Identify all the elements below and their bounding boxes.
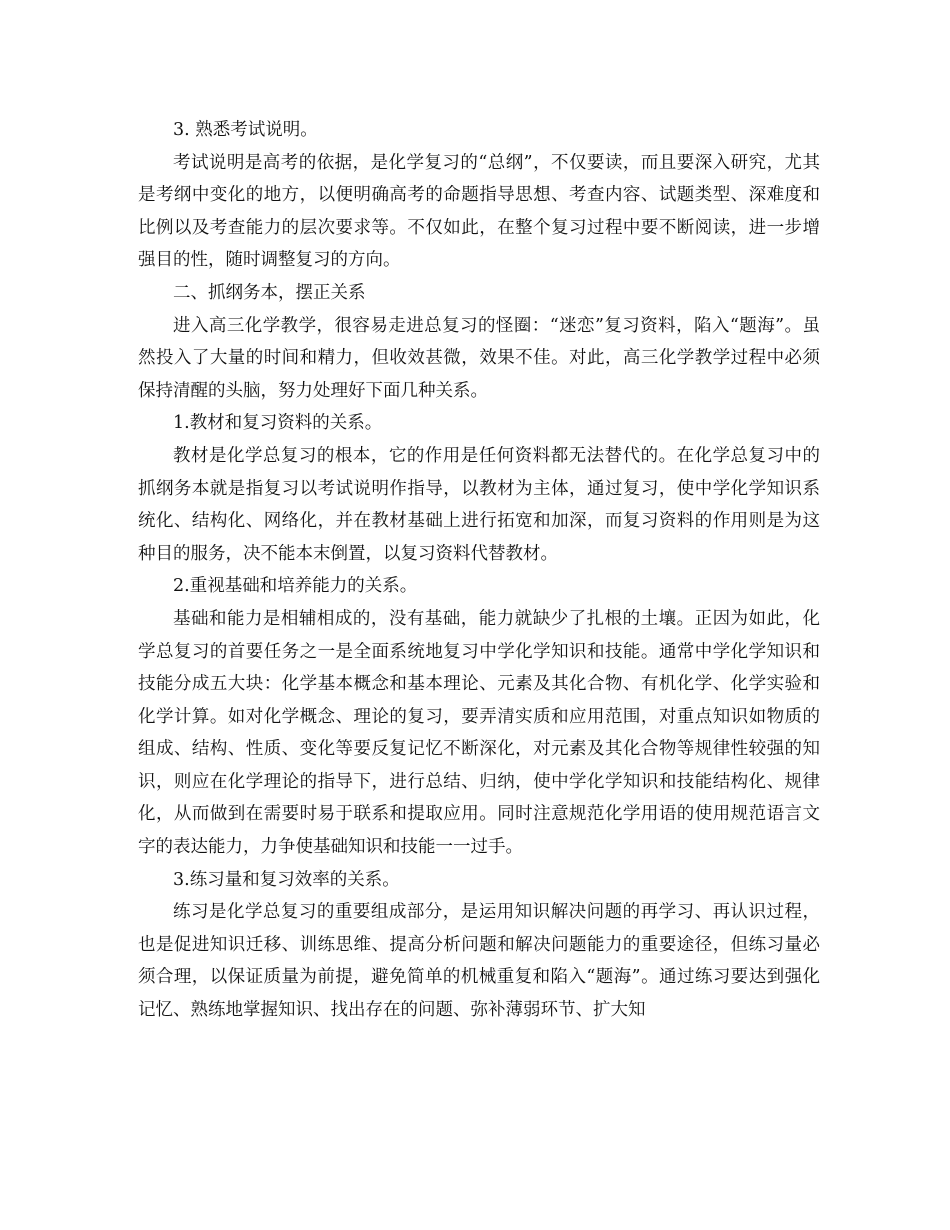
section-heading: 2.重视基础和培养能力的关系。 — [173, 576, 418, 597]
body-paragraph: 基础和能力是相辅相成的，没有基础，能力就缺少了扎根的土壤。正因为如此，化学总复习的首要任务之一是全面系统地复习中学化学知识和技能。通常中学化学知识和技能分成五大块：化学基本概念和基本理论、元素及其化合物、有机化学、化学实验和化学计算。如对化学概念、理论的复习，要弄清实质和应用范围，对重点知识如物质的组成、结构、性质、变化等要反复记忆不断深化，对元素及其化合物等规律性较强的知识，则应在化学理论的指导下，进行总结、归纳，使中学化学知识和技能结构化、规律化，从而做到在需要时易于联系和提取应用。同时注意规范化学用语的使用规范语言文字的表达能力，力争使基础知识和技能一一过手。 — [138, 608, 820, 858]
body-paragraph: 考试说明是高考的依据，是化学复习的“总纲”，不仅要读，而且要深入研究，尤其是考纲中变化的地方，以便明确高考的命题指导思想、考查内容、试题类型、深难度和比例以及考查能力的层次要求等。不仅如此，在整个复习过程中要不断阅读，进一步增强目的性，随时调整复习的方向。 — [138, 152, 820, 271]
body-paragraph: 练习是化学总复习的重要组成部分，是运用知识解决问题的再学习、再认识过程，也是促进知识迁移、训练思维、提高分析问题和解决问题能力的重要途径，但练习量必须合理，以保证质量为前提，避免简单的机械重复和陷入“题海”。通过练习要达到强化记忆、熟练地掌握知识、找出存在的问题、弥补薄弱环节、扩大知 — [138, 902, 820, 1021]
body-paragraph: 教材是化学总复习的根本，它的作用是任何资料都无法替代的。在化学总复习中的抓纲务本就是指复习以考试说明作指导，以教材为主体，通过复习，使中学化学知识系统化、结构化、网络化，并在教材基础上进行拓宽和加深，而复习资料的作用则是为这种目的服务，决不能本末倒置，以复习资料代替教材。 — [138, 445, 820, 564]
document-page — [138, 114, 820, 1027]
section-heading: 二、抓纲务本，摆正关系 — [173, 282, 366, 303]
section-heading: 3. 熟悉考试说明。 — [173, 120, 318, 140]
body-paragraph: 进入高三化学教学，很容易走进总复习的怪圈：“迷恋”复习资料，陷入“题海”。虽然投入了大量的时间和精力，但收效甚微，效果不佳。对此，高三化学教学过程中必须保持清醒的头脑，努力处理好下面几种关系。 — [138, 315, 820, 401]
section-heading: 3.练习量和复习效率的关系。 — [173, 869, 400, 890]
section-heading: 1.教材和复习资料的关系。 — [173, 413, 383, 434]
